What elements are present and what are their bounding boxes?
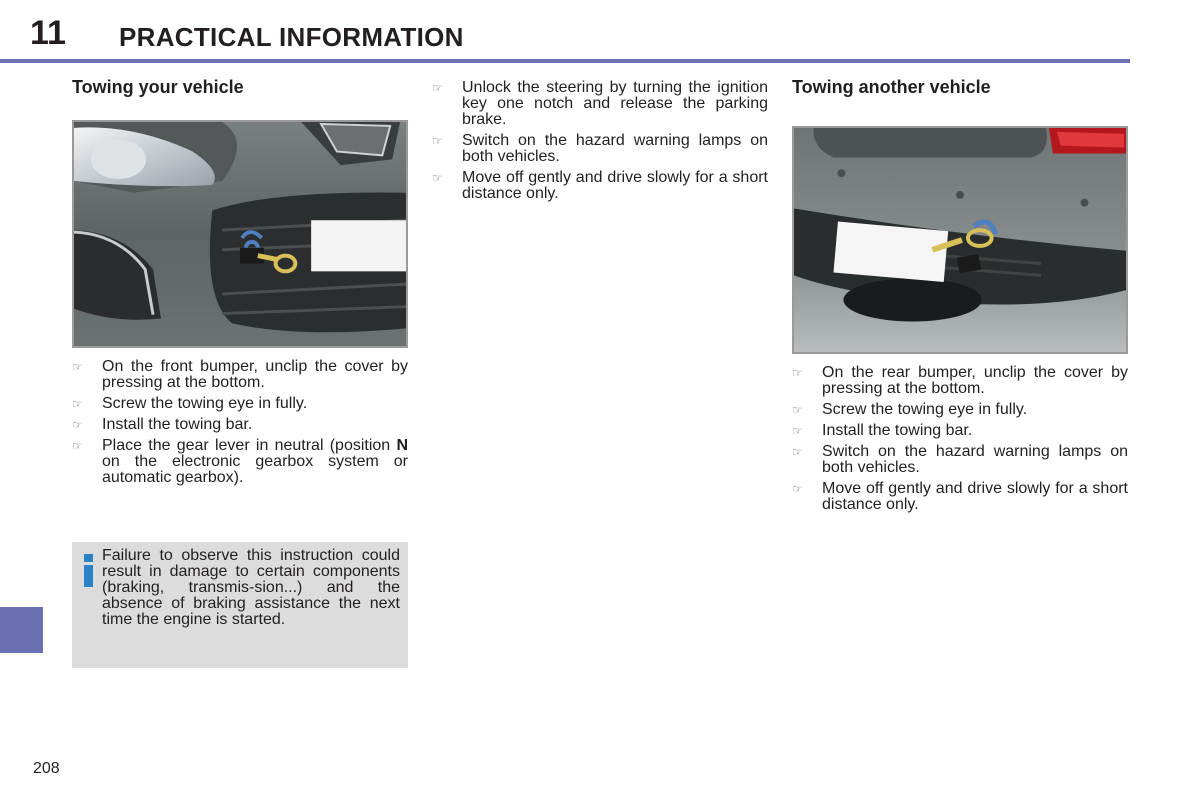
pointing-hand-icon: ☞ [432, 81, 443, 95]
info-icon [84, 554, 93, 588]
list-item: ☞ Screw the towing eye in fully. [792, 401, 1028, 418]
list-item: ☞ Install the towing bar. [72, 416, 253, 433]
pointing-hand-icon: ☞ [432, 134, 443, 148]
header-rule [0, 59, 1130, 63]
pointing-hand-icon: ☞ [72, 360, 83, 374]
pointing-hand-icon: ☞ [792, 482, 803, 496]
pointing-hand-icon: ☞ [792, 403, 803, 417]
list-item: ☞ Switch on the hazard warning lamps on both vehicles. [432, 132, 768, 165]
list-item: ☞ Switch on the hazard warning lamps on both vehicles. [792, 443, 1128, 476]
chapter-number: 11 [30, 14, 66, 52]
pointing-hand-icon: ☞ [72, 397, 83, 411]
list-item: ☞ On the rear bumper, unclip the cover by pressing at the bottom. [792, 364, 1128, 397]
gear-position-label: N [396, 437, 408, 454]
front-bumper-illustration [74, 122, 406, 346]
pointing-hand-icon: ☞ [792, 366, 803, 380]
list-item: ☞ Move off gently and drive slowly for a short distance only. [432, 169, 768, 202]
rear-towing-steps-list [792, 365, 1128, 518]
rear-bumper-illustration [794, 128, 1126, 352]
pointing-hand-icon: ☞ [792, 424, 803, 438]
list-item: ☞ Move off gently and drive slowly for a short distance only. [792, 480, 1128, 513]
list-item: ☞ Screw the towing eye in fully. [72, 395, 308, 412]
pointing-hand-icon: ☞ [792, 445, 803, 459]
list-item: ☞ Install the towing bar. [792, 422, 973, 439]
list-item: ☞ On the front bumper, unclip the cover by pressing at the bottom. [72, 358, 408, 391]
info-note-text: Failure to observe this instruction could result in damage to certain components (braking, transmis-sion...) and the absence of braking assistance the next time the engine is started. [102, 547, 400, 628]
pointing-hand-icon: ☞ [72, 418, 83, 432]
towing-continuation-steps-list [432, 80, 768, 207]
chapter-side-tab [0, 607, 43, 653]
pointing-hand-icon: ☞ [72, 439, 83, 453]
list-item: ☞ Unlock the steering by turning the ignition key one notch and release the parking brake. [432, 79, 768, 128]
front-towing-steps-list [72, 359, 408, 491]
list-item: ☞ Place the gear lever in neutral (position N on the electronic gearbox system or automatic gearbox). [72, 437, 408, 486]
info-note-box [72, 542, 408, 668]
chapter-title: PRACTICAL INFORMATION [119, 22, 464, 52]
section-title-towing-your-vehicle: Towing your vehicle [72, 77, 244, 97]
page-number: 208 [33, 760, 60, 777]
front-bumper-towing-eye-photo [72, 120, 408, 348]
section-title-towing-another-vehicle: Towing another vehicle [792, 77, 991, 97]
rear-bumper-towing-eye-photo [792, 126, 1128, 354]
pointing-hand-icon: ☞ [432, 171, 443, 185]
